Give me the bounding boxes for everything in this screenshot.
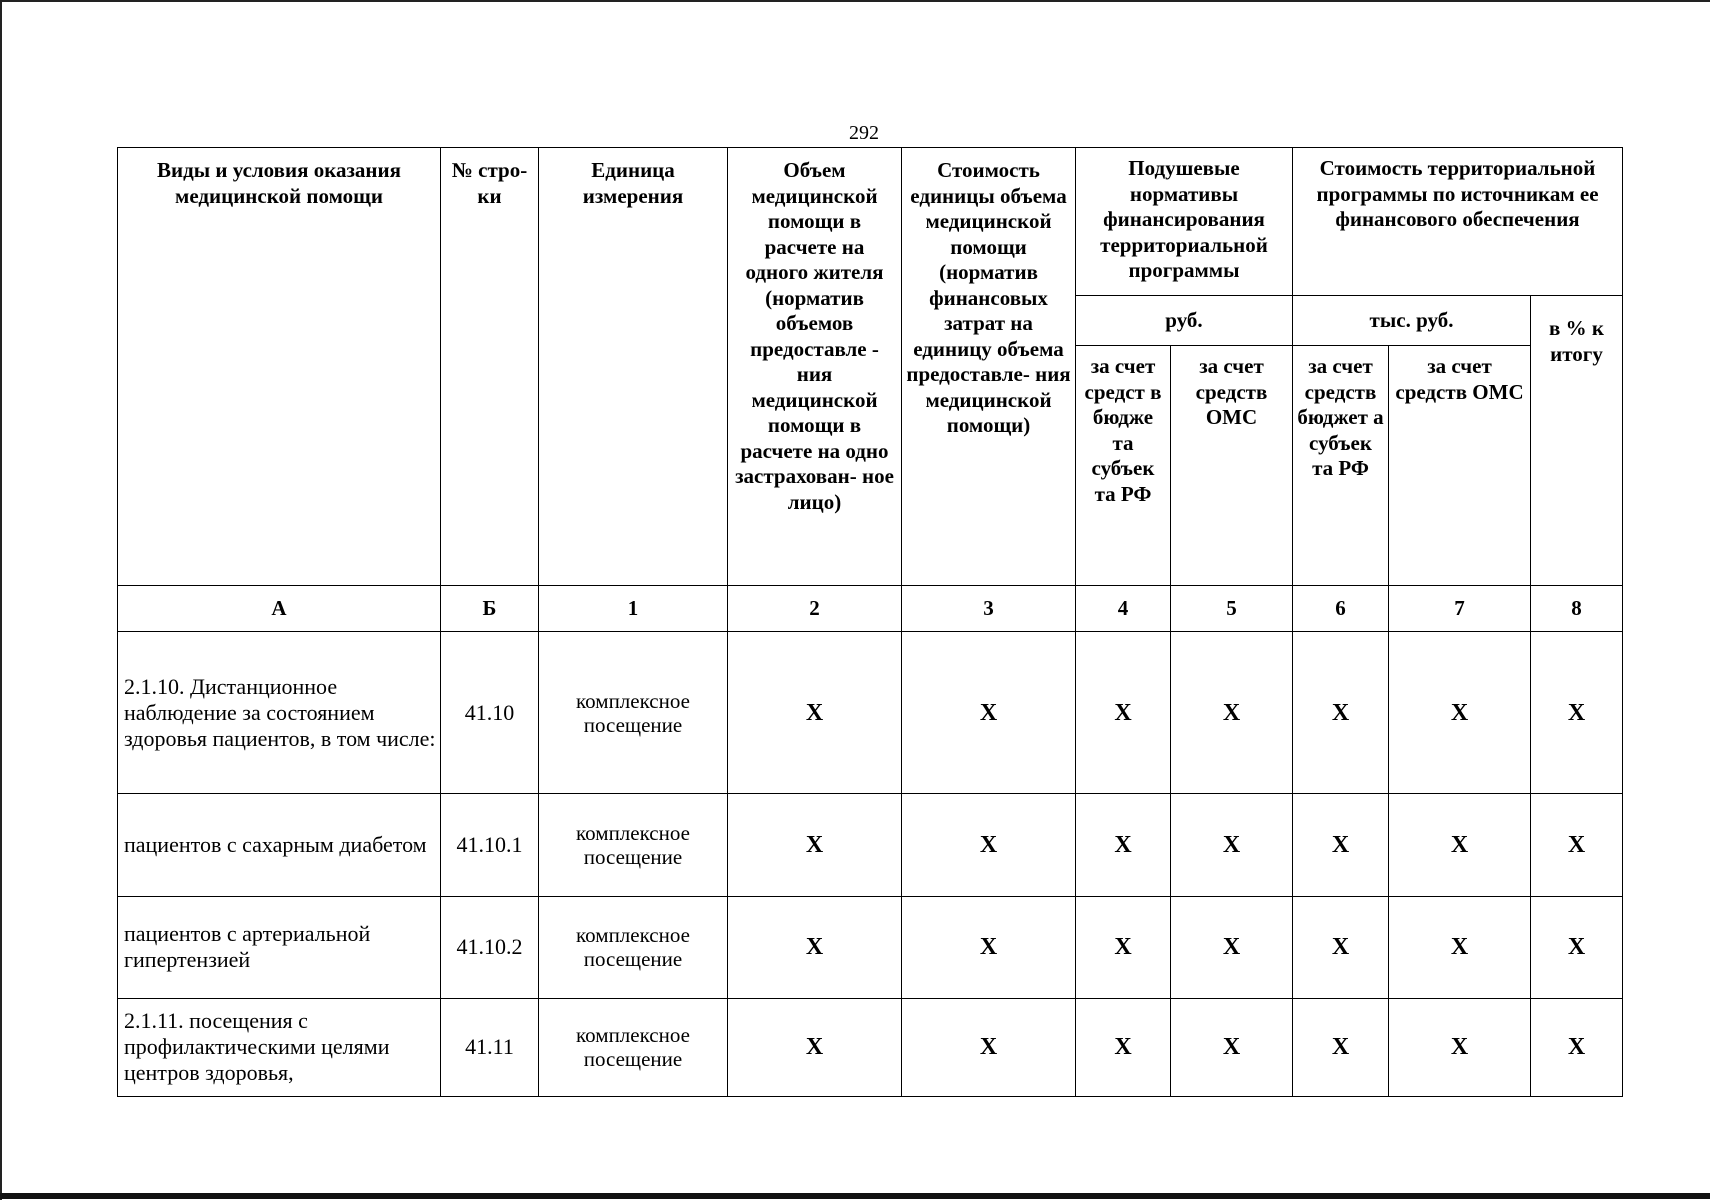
table-header bbox=[118, 148, 1623, 632]
header-cost: Стоимость единицы объема медицинской помощи (норматив финансовых затрат на единицу объема предоставле- ния медицинской помощи) bbox=[902, 148, 1076, 586]
row-unit: комплексное посещение bbox=[539, 998, 728, 1096]
cell-mark: X bbox=[902, 632, 1076, 794]
row-unit: комплексное посещение bbox=[539, 794, 728, 896]
cell-mark: X bbox=[1171, 896, 1293, 998]
cell-mark: X bbox=[728, 896, 902, 998]
header-unit: Единица измерения bbox=[539, 148, 728, 586]
table-row bbox=[118, 632, 1623, 794]
cell-mark: X bbox=[902, 998, 1076, 1096]
cell-mark: X bbox=[1293, 896, 1389, 998]
cell-mark: X bbox=[1293, 998, 1389, 1096]
column-number: Б bbox=[441, 586, 539, 632]
row-name: пациентов с сахарным диабетом bbox=[118, 794, 441, 896]
row-name: 2.1.11. посещения с профилактическими целями центров здоровья, bbox=[118, 998, 441, 1096]
row-unit: комплексное посещение bbox=[539, 896, 728, 998]
header-percent: в % к итогу bbox=[1531, 296, 1623, 586]
row-name: пациентов с артериальной гипертензией bbox=[118, 896, 441, 998]
page-number: 292 bbox=[849, 122, 879, 144]
cell-mark: X bbox=[1076, 896, 1171, 998]
cell-mark: X bbox=[1076, 794, 1171, 896]
column-number: 8 bbox=[1531, 586, 1623, 632]
row-code: 41.10.1 bbox=[441, 794, 539, 896]
cell-mark: X bbox=[1531, 632, 1623, 794]
cell-mark: X bbox=[1171, 794, 1293, 896]
column-number: 7 bbox=[1389, 586, 1531, 632]
column-number: 3 bbox=[902, 586, 1076, 632]
cell-mark: X bbox=[1171, 632, 1293, 794]
cell-mark: X bbox=[1076, 998, 1171, 1096]
column-number: 2 bbox=[728, 586, 902, 632]
cell-mark: X bbox=[1389, 896, 1531, 998]
cell-mark: X bbox=[1389, 794, 1531, 896]
column-number: А bbox=[118, 586, 441, 632]
header-program-cost: Стоимость территориальной программы по источникам ее финансового обеспечения bbox=[1293, 148, 1623, 296]
header-volume: Объем медицинской помощи в расчете на одного жителя (норматив объемов предоставле - ния медицинской помощи в расчете на одно застрахован- ное лицо) bbox=[728, 148, 902, 586]
cell-mark: X bbox=[1531, 998, 1623, 1096]
scan-edge-bottom bbox=[0, 1193, 1710, 1199]
cell-mark: X bbox=[1076, 632, 1171, 794]
row-code: 41.10.2 bbox=[441, 896, 539, 998]
header-budget-rub: за счет средст в бюдже та субъек та РФ bbox=[1076, 346, 1171, 586]
cell-mark: X bbox=[1389, 998, 1531, 1096]
column-number: 6 bbox=[1293, 586, 1389, 632]
cell-mark: X bbox=[902, 896, 1076, 998]
cell-mark: X bbox=[1293, 794, 1389, 896]
column-number: 5 bbox=[1171, 586, 1293, 632]
scan-edge-left bbox=[0, 0, 2, 1200]
table-body bbox=[118, 632, 1623, 1097]
cell-mark: X bbox=[1389, 632, 1531, 794]
scan-edge-top bbox=[0, 0, 1710, 2]
column-number: 4 bbox=[1076, 586, 1171, 632]
row-unit: комплексное посещение bbox=[539, 632, 728, 794]
financing-table bbox=[117, 147, 1623, 1097]
header-rub: руб. bbox=[1076, 296, 1293, 346]
table-row bbox=[118, 794, 1623, 896]
header-oms-rub: за счет средств ОМС bbox=[1171, 346, 1293, 586]
row-code: 41.10 bbox=[441, 632, 539, 794]
column-number-row bbox=[118, 586, 1623, 632]
cell-mark: X bbox=[1171, 998, 1293, 1096]
table-row bbox=[118, 998, 1623, 1096]
cell-mark: X bbox=[728, 998, 902, 1096]
cell-mark: X bbox=[1531, 896, 1623, 998]
cell-mark: X bbox=[1531, 794, 1623, 896]
header-row-number: № стро- ки bbox=[441, 148, 539, 586]
cell-mark: X bbox=[728, 632, 902, 794]
cell-mark: X bbox=[1293, 632, 1389, 794]
table-row bbox=[118, 896, 1623, 998]
cell-mark: X bbox=[902, 794, 1076, 896]
header-oms-thousand: за счет средств ОМС bbox=[1389, 346, 1531, 586]
header-thousand-rub: тыс. руб. bbox=[1293, 296, 1531, 346]
header-kind: Виды и условия оказания медицинской помощи bbox=[118, 148, 441, 586]
header-budget-thousand: за счет средств бюджет а субъек та РФ bbox=[1293, 346, 1389, 586]
header-per-capita: Подушевые нормативы финансирования территориальной программы bbox=[1076, 148, 1293, 296]
row-name: 2.1.10. Дистанционное наблюдение за состоянием здоровья пациентов, в том числе: bbox=[118, 632, 441, 794]
row-code: 41.11 bbox=[441, 998, 539, 1096]
column-number: 1 bbox=[539, 586, 728, 632]
cell-mark: X bbox=[728, 794, 902, 896]
